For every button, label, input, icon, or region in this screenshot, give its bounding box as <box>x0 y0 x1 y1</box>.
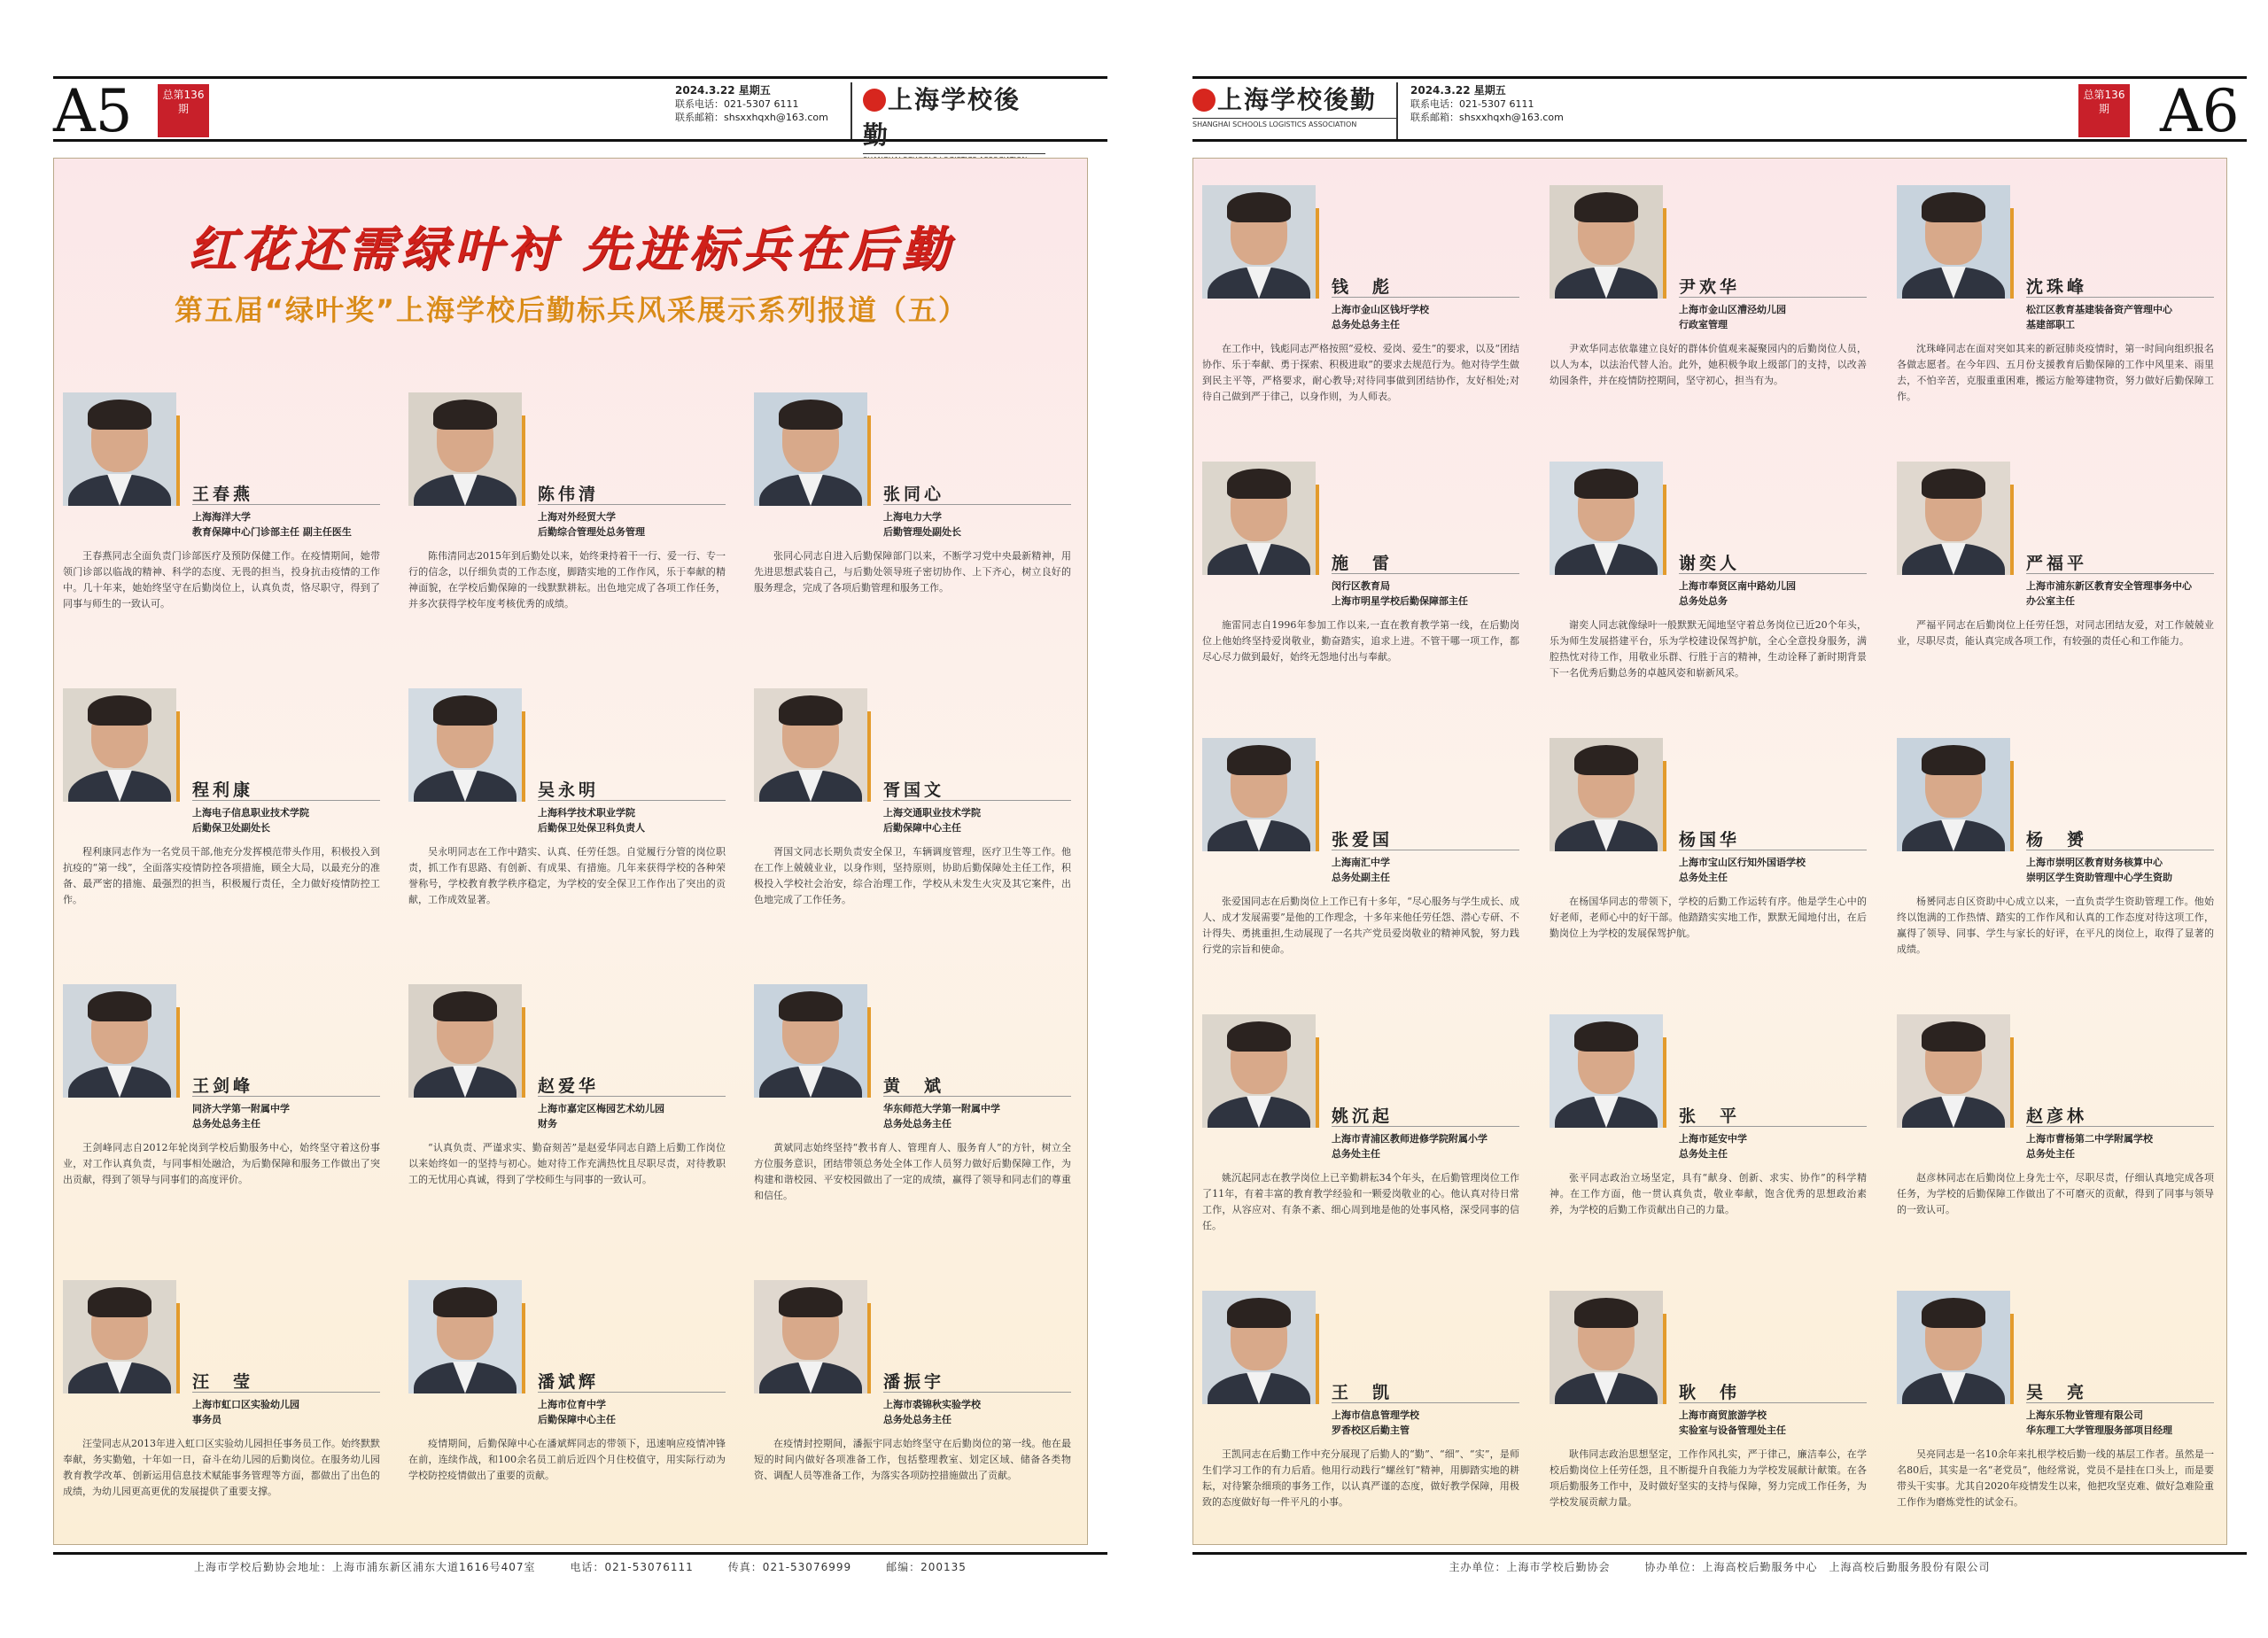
person-position: 总务处主任 <box>2026 1148 2075 1160</box>
accent-bar <box>1316 1314 1319 1404</box>
person-bio: 胥国文同志长期负责安全保卫，车辆调度管理，医疗卫生等工作。他在工作上兢兢业业，以身作则，坚持原则，协助后勤保障处主任工作，积极投入学校社会治安，综合治理工作，学校从未发生火灾及其它案件，出色地完成了工作任务。 <box>754 846 1071 905</box>
portrait-hair <box>88 991 151 1021</box>
person-position: 总务处总务主任 <box>883 1414 951 1425</box>
portrait-photo <box>63 688 176 802</box>
name-divider <box>192 1392 380 1393</box>
name-divider <box>1332 1126 1519 1127</box>
portrait-hair <box>1922 1021 1985 1052</box>
person-bio: 施雷同志自1996年参加工作以来,一直在教育教学第一线，在后勤岗位上他始终坚持爱岗敬业，勤奋踏实，追求上进。不管干哪一项工作，都尽心尽力做到最好，始终无怨地付出与奉献。 <box>1202 619 1519 663</box>
name-divider <box>883 504 1071 505</box>
issue-badge: 总第136期 <box>2078 84 2130 137</box>
person-bio: 张同心同志自进入后勤保障部门以来，不断学习党中央最新精神，用先进思想武装自己，与后勤处领导班子密切协作、上下齐心，树立良好的服务理念，完成了各项后勤管理和服务工作。 <box>754 550 1071 594</box>
person-organization: 松江区教育基建装备资产管理中心 <box>2026 304 2172 315</box>
name-divider <box>538 504 726 505</box>
portrait-hair <box>779 400 843 430</box>
portrait-photo <box>1202 185 1316 299</box>
person-organization: 上海市金山区钱圩学校 <box>1332 304 1429 315</box>
person-name: 钱 彪 <box>1332 277 1394 297</box>
portrait-hair <box>1574 1021 1638 1052</box>
logo-english: SHANGHAI SCHOOLS LOGISTICS ASSOCIATION <box>1192 118 1396 128</box>
profile-card <box>1897 738 2214 1004</box>
page-number: A5 <box>53 77 133 145</box>
person-bio: 吴亮同志是一名10余年来扎根学校后勤一线的基层工作者。虽然是一名80后，其实是一名“老党员”，他经常说，党员不是挂在口头上，而是要带头干实事。尤其自2020年疫情发生以来，他把攻坚克难、做好急难险重工作作为磨炼党性的试金石。 <box>1897 1448 2214 1508</box>
person-affiliation <box>538 1397 726 1427</box>
person-name: 张爱国 <box>1332 830 1394 850</box>
portrait-photo <box>1550 462 1663 575</box>
accent-bar <box>867 415 871 506</box>
person-position: 上海市明星学校后勤保障部主任 <box>1332 595 1468 607</box>
person-position: 教育保障中心门诊部主任 副主任医生 <box>192 526 352 538</box>
person-organization: 上海市金山区漕泾幼儿园 <box>1679 304 1786 315</box>
portrait-hair <box>1574 192 1638 222</box>
person-name: 严福平 <box>2026 554 2088 573</box>
portrait-hair <box>1227 192 1291 222</box>
person-organization: 上海市崇明区教育财务核算中心 <box>2026 857 2163 868</box>
accent-bar <box>2010 208 2014 299</box>
header-info <box>1410 84 1564 124</box>
person-name: 施 雷 <box>1332 554 1394 573</box>
portrait-photo <box>754 688 867 802</box>
profile-card <box>1202 1291 1519 1556</box>
person-name: 程利康 <box>192 780 254 800</box>
portrait-hair <box>88 1287 151 1317</box>
portrait-photo <box>1897 1291 2010 1404</box>
person-position: 办公室主任 <box>2026 595 2075 607</box>
page-footer: 主办单位：上海市学校后勤协会 协办单位：上海高校后勤服务中心 上海高校后勤服务股份有限公司 <box>1192 1552 2247 1575</box>
person-organization: 上海东乐物业管理有限公司 <box>2026 1409 2143 1421</box>
portrait-photo <box>1202 738 1316 851</box>
person-name: 耿 伟 <box>1679 1383 1741 1402</box>
person-name: 姚沉起 <box>1332 1106 1394 1126</box>
person-name: 尹欢华 <box>1679 277 1741 297</box>
person-name: 赵爱华 <box>538 1076 600 1096</box>
name-divider <box>1679 297 1867 298</box>
profile-card <box>63 1280 380 1546</box>
portrait-photo <box>408 392 522 506</box>
person-affiliation <box>1332 1408 1519 1438</box>
person-name: 陈伟清 <box>538 485 600 504</box>
portrait-photo <box>1897 738 2010 851</box>
portrait-photo <box>1202 1291 1316 1404</box>
person-affiliation <box>1679 1131 1867 1161</box>
accent-bar <box>2010 761 2014 851</box>
portrait-photo <box>754 984 867 1098</box>
profile-card <box>1202 462 1519 727</box>
accent-bar <box>1663 1314 1666 1404</box>
portrait-hair <box>1574 745 1638 775</box>
portrait-hair <box>1227 469 1291 499</box>
accent-bar <box>1316 485 1319 575</box>
person-affiliation <box>192 805 380 835</box>
person-bio: 疫情期间，后勤保障中心在潘斌辉同志的带领下，迅速响应疫情冲锋在前，连续作战，和100余名员工前后近四个月住校值守，用实际行动为学校防控疫情做出了重要的贡献。 <box>408 1438 726 1481</box>
person-position: 总务处主任 <box>1332 1148 1380 1160</box>
accent-bar <box>2010 1037 2014 1128</box>
portrait-photo <box>408 984 522 1098</box>
person-affiliation <box>883 805 1071 835</box>
page-number: A6 <box>2160 77 2240 145</box>
person-position: 事务员 <box>192 1414 221 1425</box>
profile-card <box>63 984 380 1250</box>
person-position: 总务处副主任 <box>1332 872 1390 883</box>
person-position: 总务处主任 <box>1679 1148 1728 1160</box>
person-affiliation <box>2026 1408 2214 1438</box>
person-name: 王 凯 <box>1332 1383 1394 1402</box>
profile-card <box>1202 185 1519 451</box>
name-divider <box>192 504 380 505</box>
person-position: 崇明区学生资助管理中心学生资助 <box>2026 872 2172 883</box>
name-divider <box>538 1392 726 1393</box>
profile-card <box>1897 185 2214 451</box>
person-affiliation <box>538 1101 726 1131</box>
profile-card <box>754 1280 1071 1546</box>
portrait-hair <box>88 695 151 726</box>
person-affiliation <box>883 1397 1071 1427</box>
person-bio: 王春燕同志全面负责门诊部医疗及预防保健工作。在疫情期间，她带领门诊部以临战的精神、科学的态度、无畏的担当，投身抗击疫情的工作中。几十年来，她始终坚守在后勤岗位上，认真负责，恪尽职守，得到了同事与师生的一致认可。 <box>63 550 380 609</box>
person-organization: 上海市浦东新区教育安全管理事务中心 <box>2026 580 2192 592</box>
person-organization: 上海市奉贤区南中路幼儿园 <box>1679 580 1796 592</box>
name-divider <box>1332 297 1519 298</box>
contact-phone: 联系电话：021-5307 6111 <box>675 98 799 110</box>
portrait-photo <box>408 688 522 802</box>
newspaper-logo <box>1192 82 1398 139</box>
person-bio: 在工作中，钱彪同志严格按照“爱校、爱岗、爱生”的要求，以及“团结协作、乐于奉献、勇于探索、积极进取”的要求去规范行为。他对待学生做到民主平等，严格要求，耐心教导;对待同事做到团结协作，友好相处;对待自己做到严于律己，以身作则，为人师表。 <box>1202 343 1519 402</box>
logo-text: 上海学校後勤 <box>863 85 1021 150</box>
person-affiliation <box>2026 302 2214 332</box>
profile-card <box>1550 1014 1867 1280</box>
person-bio: 陈伟清同志2015年到后勤处以来，始终秉持着干一行、爱一行、专一行的信念，以仔细负责的工作态度，脚踏实地的工作作风，乐于奉献的精神面貌，在学校后勤保障的一线默默耕耘。出色地完成了各项工作任务，并多次获得学校年度考核优秀的成绩。 <box>408 550 726 609</box>
person-bio: 在疫情封控期间，潘振宇同志始终坚守在后勤岗位的第一线。他在最短的时间内做好各项准备工作，包括整理教室、划定区域、储备各类物资、调配人员等准备工作，为落实各项防控措施做出了贡献。 <box>754 1438 1071 1481</box>
name-divider <box>2026 297 2214 298</box>
name-divider <box>2026 573 2214 574</box>
accent-bar <box>2010 485 2014 575</box>
logo-text: 上海学校後勤 <box>1217 85 1378 114</box>
person-position: 总务处总务 <box>1679 595 1728 607</box>
accent-bar <box>522 1007 525 1098</box>
profile-card <box>1550 462 1867 727</box>
newspaper-logo <box>850 82 1045 150</box>
profile-card <box>1897 462 2214 727</box>
portrait-hair <box>1574 1298 1638 1328</box>
profile-card <box>63 688 380 954</box>
portrait-photo <box>754 392 867 506</box>
person-bio: 王凯同志在后勤工作中充分展现了后勤人的“勤”、“细”、“实”，是师生们学习工作的有力后盾。他用行动践行“螺丝钉”精神，用脚踏实地的耕耘，对待繁杂细琐的事务工作，以认真严谨的态度，做好教学保障，用极致的态度做好每一件平凡的小事。 <box>1202 1448 1519 1508</box>
person-position: 总务处主任 <box>1679 872 1728 883</box>
portrait-hair <box>433 695 497 726</box>
person-organization: 上海市位育中学 <box>538 1399 606 1410</box>
portrait-photo <box>1897 462 2010 575</box>
profile-card <box>1550 1291 1867 1556</box>
person-name: 吴永明 <box>538 780 600 800</box>
portrait-hair <box>1227 1298 1291 1328</box>
portrait-photo <box>1897 185 2010 299</box>
contact-phone: 联系电话：021-5307 6111 <box>1410 98 1534 110</box>
person-affiliation <box>883 1101 1071 1131</box>
profile-card <box>408 688 726 954</box>
accent-bar <box>522 415 525 506</box>
profile-card <box>754 984 1071 1250</box>
portrait-photo <box>1202 1014 1316 1128</box>
issue-date: 2024.3.22 星期五 <box>1410 84 1506 97</box>
profile-card <box>408 1280 726 1546</box>
accent-bar <box>867 711 871 802</box>
person-organization: 上海市青浦区教师进修学院附属小学 <box>1332 1133 1487 1145</box>
name-divider <box>883 1096 1071 1097</box>
portrait-hair <box>1922 192 1985 222</box>
portrait-photo <box>63 392 176 506</box>
name-divider <box>883 800 1071 801</box>
person-position: 后勤保障中心主任 <box>883 822 961 834</box>
person-bio: “认真负责、严谨求实、勤奋刻苦”是赵爱华同志自踏上后勤工作岗位以来始终如一的坚持与初心。她对待工作充满热忱且尽职尽责，对待教职工的无忧用心真诚，得到了学校师生与同事的一致认可。 <box>408 1142 726 1185</box>
profile-card <box>1897 1014 2214 1280</box>
person-position: 华东理工大学管理服务部项目经理 <box>2026 1425 2172 1436</box>
feature-subtitle: 第五届“绿叶奖”上海学校后勤标兵风采展示系列报道（五） <box>174 293 969 327</box>
profile-card <box>1550 738 1867 1004</box>
person-bio: 汪莹同志从2013年进入虹口区实验幼儿园担任事务员工作。始终默默奉献，务实勤勉，十年如一日，奋斗在幼儿园的后勤岗位。在服务幼儿园教育教学改革、创新运用信息技术赋能事务管理等方面，都做出了出色的成绩，为幼儿园更高更优的发展提供了重要支撑。 <box>63 1438 380 1497</box>
person-position: 后勤保障中心主任 <box>538 1414 616 1425</box>
person-name: 王春燕 <box>192 485 254 504</box>
portrait-hair <box>1227 1021 1291 1052</box>
person-organization: 闵行区教育局 <box>1332 580 1390 592</box>
person-bio: 杨赟同志自区资助中心成立以来，一直负责学生资助管理工作。他始终以饱满的工作热情、踏实的工作作风和认真的工作态度对待这项工作，赢得了领导、同事、学生与家长的好评，在平凡的岗位上，取得了显著的成绩。 <box>1897 896 2214 955</box>
accent-bar <box>522 711 525 802</box>
name-divider <box>1679 573 1867 574</box>
accent-bar <box>1663 208 1666 299</box>
feature-board <box>1192 158 2227 1545</box>
portrait-hair <box>433 400 497 430</box>
person-position: 实验室与设备管理处主任 <box>1679 1425 1786 1436</box>
person-affiliation <box>538 509 726 540</box>
person-affiliation <box>1332 578 1519 609</box>
portrait-hair <box>1922 745 1985 775</box>
person-organization: 上海科学技术职业学院 <box>538 807 635 819</box>
person-name: 潘斌辉 <box>538 1372 600 1392</box>
person-affiliation <box>1332 302 1519 332</box>
person-position: 罗香校区后勤主管 <box>1332 1425 1410 1436</box>
name-divider <box>192 800 380 801</box>
sun-logo-icon <box>1192 89 1216 112</box>
name-divider <box>883 1392 1071 1393</box>
portrait-photo <box>754 1280 867 1393</box>
feature-board <box>53 158 1088 1545</box>
name-divider <box>2026 1402 2214 1403</box>
portrait-photo <box>408 1280 522 1393</box>
person-affiliation <box>192 1397 380 1427</box>
person-position: 财务 <box>538 1118 557 1130</box>
name-divider <box>538 800 726 801</box>
person-affiliation <box>1332 1131 1519 1161</box>
person-bio: 程利康同志作为一名党员干部,他充分发挥模范带头作用，积极投入到抗疫的“第一线”，全面落实疫情防控各项措施，顾全大局，以最充分的准备、最严密的措施、最强烈的担当，积极履行责任，全力做好疫情防控工作。 <box>63 846 380 905</box>
feature-title: 红花还需绿叶衬 先进标兵在后勤 <box>188 221 955 277</box>
person-position: 行政室管理 <box>1679 319 1728 330</box>
portrait-hair <box>433 1287 497 1317</box>
person-bio: 耿伟同志政治思想坚定，工作作风扎实，严于律己，廉洁奉公，在学校后勤岗位上任劳任怨，且不断提升自我能力为学校发展献计献策。在各项后勤服务工作中，及时做好坚实的支持与保障，努力完成工作任务，为学校发展贡献力量。 <box>1550 1448 1867 1508</box>
person-affiliation <box>2026 578 2214 609</box>
person-name: 谢奕人 <box>1679 554 1741 573</box>
person-organization: 上海市嘉定区梅园艺术幼儿园 <box>538 1103 664 1114</box>
person-bio: 严福平同志在后勤岗位上任劳任怨，对同志团结友爱，对工作兢兢业业，尽职尽责，能认真完成各项工作，有较强的责任心和工作能力。 <box>1897 619 2214 647</box>
person-name: 黄 斌 <box>883 1076 945 1096</box>
person-affiliation <box>1679 1408 1867 1438</box>
person-affiliation <box>1679 855 1867 885</box>
person-organization: 上海市延安中学 <box>1679 1133 1747 1145</box>
accent-bar <box>176 711 180 802</box>
accent-bar <box>176 1007 180 1098</box>
accent-bar <box>1663 485 1666 575</box>
person-name: 赵彦林 <box>2026 1106 2088 1126</box>
person-organization: 上海南汇中学 <box>1332 857 1390 868</box>
contact-email: 联系邮箱：shsxxhqxh@163.com <box>675 112 828 123</box>
accent-bar <box>867 1303 871 1393</box>
profile-card <box>63 392 380 658</box>
person-name: 张 平 <box>1679 1106 1741 1126</box>
person-name: 王剑峰 <box>192 1076 254 1096</box>
person-organization: 上海市裘锦秋实验学校 <box>883 1399 981 1410</box>
person-name: 汪 莹 <box>192 1372 254 1392</box>
person-bio: 谢奕人同志就像绿叶一般默默无闻地坚守着总务岗位已近20个年头，乐为师生发展搭建平台，乐为学校建设保驾护航，全心全意投身服务，满腔热忱对待工作，用敬业乐群、行胜于言的精神，生动诠释了新时期背景下一名优秀后勤总务的卓越风姿和崭新风采。 <box>1550 619 1867 679</box>
person-position: 总务处总务主任 <box>883 1118 951 1130</box>
profile-card <box>408 984 726 1250</box>
name-divider <box>1679 1126 1867 1127</box>
person-affiliation <box>192 509 380 540</box>
issue-badge: 总第136期 <box>158 84 209 137</box>
person-organization: 上海电力大学 <box>883 511 942 523</box>
person-affiliation <box>192 1101 380 1131</box>
person-position: 后勤管理处副处长 <box>883 526 961 538</box>
accent-bar <box>176 415 180 506</box>
portrait-hair <box>88 400 151 430</box>
portrait-photo <box>63 1280 176 1393</box>
portrait-photo <box>1202 462 1316 575</box>
accent-bar <box>1663 1037 1666 1128</box>
person-organization: 上海电子信息职业技术学院 <box>192 807 309 819</box>
person-position: 后勤保卫处副处长 <box>192 822 270 834</box>
portrait-hair <box>433 991 497 1021</box>
profile-card <box>1550 185 1867 451</box>
person-name: 杨 赟 <box>2026 830 2088 850</box>
accent-bar <box>1663 761 1666 851</box>
profile-card <box>754 688 1071 954</box>
person-position: 总务处总务主任 <box>192 1118 260 1130</box>
name-divider <box>192 1096 380 1097</box>
portrait-hair <box>1922 469 1985 499</box>
portrait-photo <box>63 984 176 1098</box>
person-affiliation <box>883 509 1071 540</box>
person-organization: 同济大学第一附属中学 <box>192 1103 290 1114</box>
person-organization: 上海市信息管理学校 <box>1332 1409 1419 1421</box>
profile-card <box>1897 1291 2214 1556</box>
person-bio: 沈珠峰同志在面对突如其来的新冠肺炎疫情时，第一时间向组织报名各做志愿者。在今年四、五月份支援教育后勤保障的工作中风里来、雨里去，不怕辛苦，克服重重困难，搬运方舱筹建物资，努力做好后勤保障工作。 <box>1897 343 2214 402</box>
portrait-hair <box>1227 745 1291 775</box>
person-bio: 姚沉起同志在教学岗位上已辛勤耕耘34个年头，在后勤管理岗位工作了11年，有着丰富的教育教学经验和一颗爱岗敬业的心。他认真对待日常工作，从容应对、有条不紊、细心周到地是他的处事风格，深受同事的信任。 <box>1202 1172 1519 1231</box>
accent-bar <box>1316 208 1319 299</box>
person-bio: 黄斌同志始终坚持“教书育人、管理育人、服务育人”的方针，树立全方位服务意识，团结带领总务处全体工作人员努力做好后勤保障工作，为构建和谐校园、平安校园做出了一定的成绩，赢得了领导和同志们的尊重和信任。 <box>754 1142 1071 1201</box>
person-organization: 上海对外经贸大学 <box>538 511 616 523</box>
person-bio: 张平同志政治立场坚定，具有“献身、创新、求实、协作”的科学精神。在工作方面，他一贯认真负责，敬业奉献，饱含优秀的思想政治素养，为学校的后勤工作贡献出自己的力量。 <box>1550 1172 1867 1215</box>
person-organization: 上海市商贸旅游学校 <box>1679 1409 1767 1421</box>
person-organization: 上海交通职业技术学院 <box>883 807 981 819</box>
portrait-photo <box>1550 1014 1663 1128</box>
accent-bar <box>2010 1314 2014 1404</box>
name-divider <box>1332 1402 1519 1403</box>
portrait-photo <box>1897 1014 2010 1128</box>
portrait-photo <box>1550 738 1663 851</box>
person-bio: 尹欢华同志依靠建立良好的群体价值观来凝聚园内的后勤岗位人员，以人为本，以法治代替人治。此外，她积极争取上级部门的支持，以改善幼园条件，并在疫情防控期间，坚守初心，担当有为。 <box>1550 343 1867 386</box>
page-header <box>53 76 1107 150</box>
page-header <box>1192 76 2247 145</box>
profile-card <box>1202 1014 1519 1280</box>
page-a6 <box>1192 0 2247 1638</box>
accent-bar <box>176 1303 180 1393</box>
person-position: 后勤综合管理处总务管理 <box>538 526 645 538</box>
header-info <box>675 84 828 124</box>
page-a5 <box>53 0 1107 1638</box>
accent-bar <box>522 1303 525 1393</box>
person-bio: 赵彦林同志在后勤岗位上身先士卒，尽职尽责，仔细认真地完成各项任务，为学校的后勤保障工作做出了不可磨灭的贡献，得到了同事与领导的一致认可。 <box>1897 1172 2214 1215</box>
person-organization: 上海市宝山区行知外国语学校 <box>1679 857 1806 868</box>
person-bio: 张爱国同志在后勤岗位上工作已有十多年，“尽心服务与学生成长、成人、成才发展需要”是他的工作理念，十多年来他任劳任怨、潜心专研、不计得失、勇挑重担,生动展现了一名共产党员爱岗敬业的精神风貌，努力践行党的宗旨和使命。 <box>1202 896 1519 955</box>
portrait-hair <box>1922 1298 1985 1328</box>
person-organization: 华东师范大学第一附属中学 <box>883 1103 1000 1114</box>
person-bio: 在杨国华同志的带领下，学校的后勤工作运转有序。他是学生心中的好老师，老师心中的好干部。他踏踏实实地工作，默默无闻地付出，在后勤岗位上为学校的发展保驾护航。 <box>1550 896 1867 939</box>
portrait-hair <box>779 695 843 726</box>
person-position: 总务处总务主任 <box>1332 319 1400 330</box>
name-divider <box>1332 573 1519 574</box>
page-footer: 上海市学校后勤协会地址：上海市浦东新区浦东大道1616号407室 电话：021-53076111 传真：021-53076999 邮编：200135 <box>53 1552 1107 1575</box>
person-organization: 上海市虹口区实验幼儿园 <box>192 1399 299 1410</box>
portrait-hair <box>1574 469 1638 499</box>
person-position: 后勤保卫处保卫科负责人 <box>538 822 645 834</box>
accent-bar <box>1316 761 1319 851</box>
person-name: 张同心 <box>883 485 945 504</box>
person-position: 基建部职工 <box>2026 319 2075 330</box>
person-organization: 上海市曹杨第二中学附属学校 <box>2026 1133 2153 1145</box>
person-bio: 王剑峰同志自2012年轮岗到学校后勤服务中心，始终坚守着这份事业，对工作认真负责，与同事相处融洽，为后勤保障和服务工作做出了突出贡献，得到了领导与同事们的高度评价。 <box>63 1142 380 1185</box>
accent-bar <box>1316 1037 1319 1128</box>
person-name: 胥国文 <box>883 780 945 800</box>
name-divider <box>538 1096 726 1097</box>
person-affiliation <box>1679 302 1867 332</box>
portrait-hair <box>779 1287 843 1317</box>
person-affiliation <box>2026 1131 2214 1161</box>
person-name: 杨国华 <box>1679 830 1741 850</box>
portrait-photo <box>1550 185 1663 299</box>
person-affiliation <box>2026 855 2214 885</box>
person-name: 吴 亮 <box>2026 1383 2088 1402</box>
profile-card <box>1202 738 1519 1004</box>
profile-card <box>408 392 726 658</box>
profile-card <box>754 392 1071 658</box>
person-name: 沈珠峰 <box>2026 277 2088 297</box>
name-divider <box>1679 1402 1867 1403</box>
person-affiliation <box>1332 855 1519 885</box>
person-bio: 吴永明同志在工作中踏实、认真、任劳任怨。自觉履行分管的岗位职责，抓工作有思路、有创新、有成果、有措施。几年来获得学校的各种荣誉称号，学校教育教学秩序稳定，为学校的安全保卫工作作出了突出的贡献，工作成效显著。 <box>408 846 726 905</box>
person-organization: 上海海洋大学 <box>192 511 251 523</box>
issue-date: 2024.3.22 星期五 <box>675 84 771 97</box>
sun-logo-icon <box>863 89 886 112</box>
portrait-photo <box>1550 1291 1663 1404</box>
person-affiliation <box>538 805 726 835</box>
accent-bar <box>867 1007 871 1098</box>
contact-email: 联系邮箱：shsxxhqxh@163.com <box>1410 112 1564 123</box>
portrait-hair <box>779 991 843 1021</box>
name-divider <box>2026 1126 2214 1127</box>
person-affiliation <box>1679 578 1867 609</box>
person-name: 潘振宇 <box>883 1372 945 1392</box>
